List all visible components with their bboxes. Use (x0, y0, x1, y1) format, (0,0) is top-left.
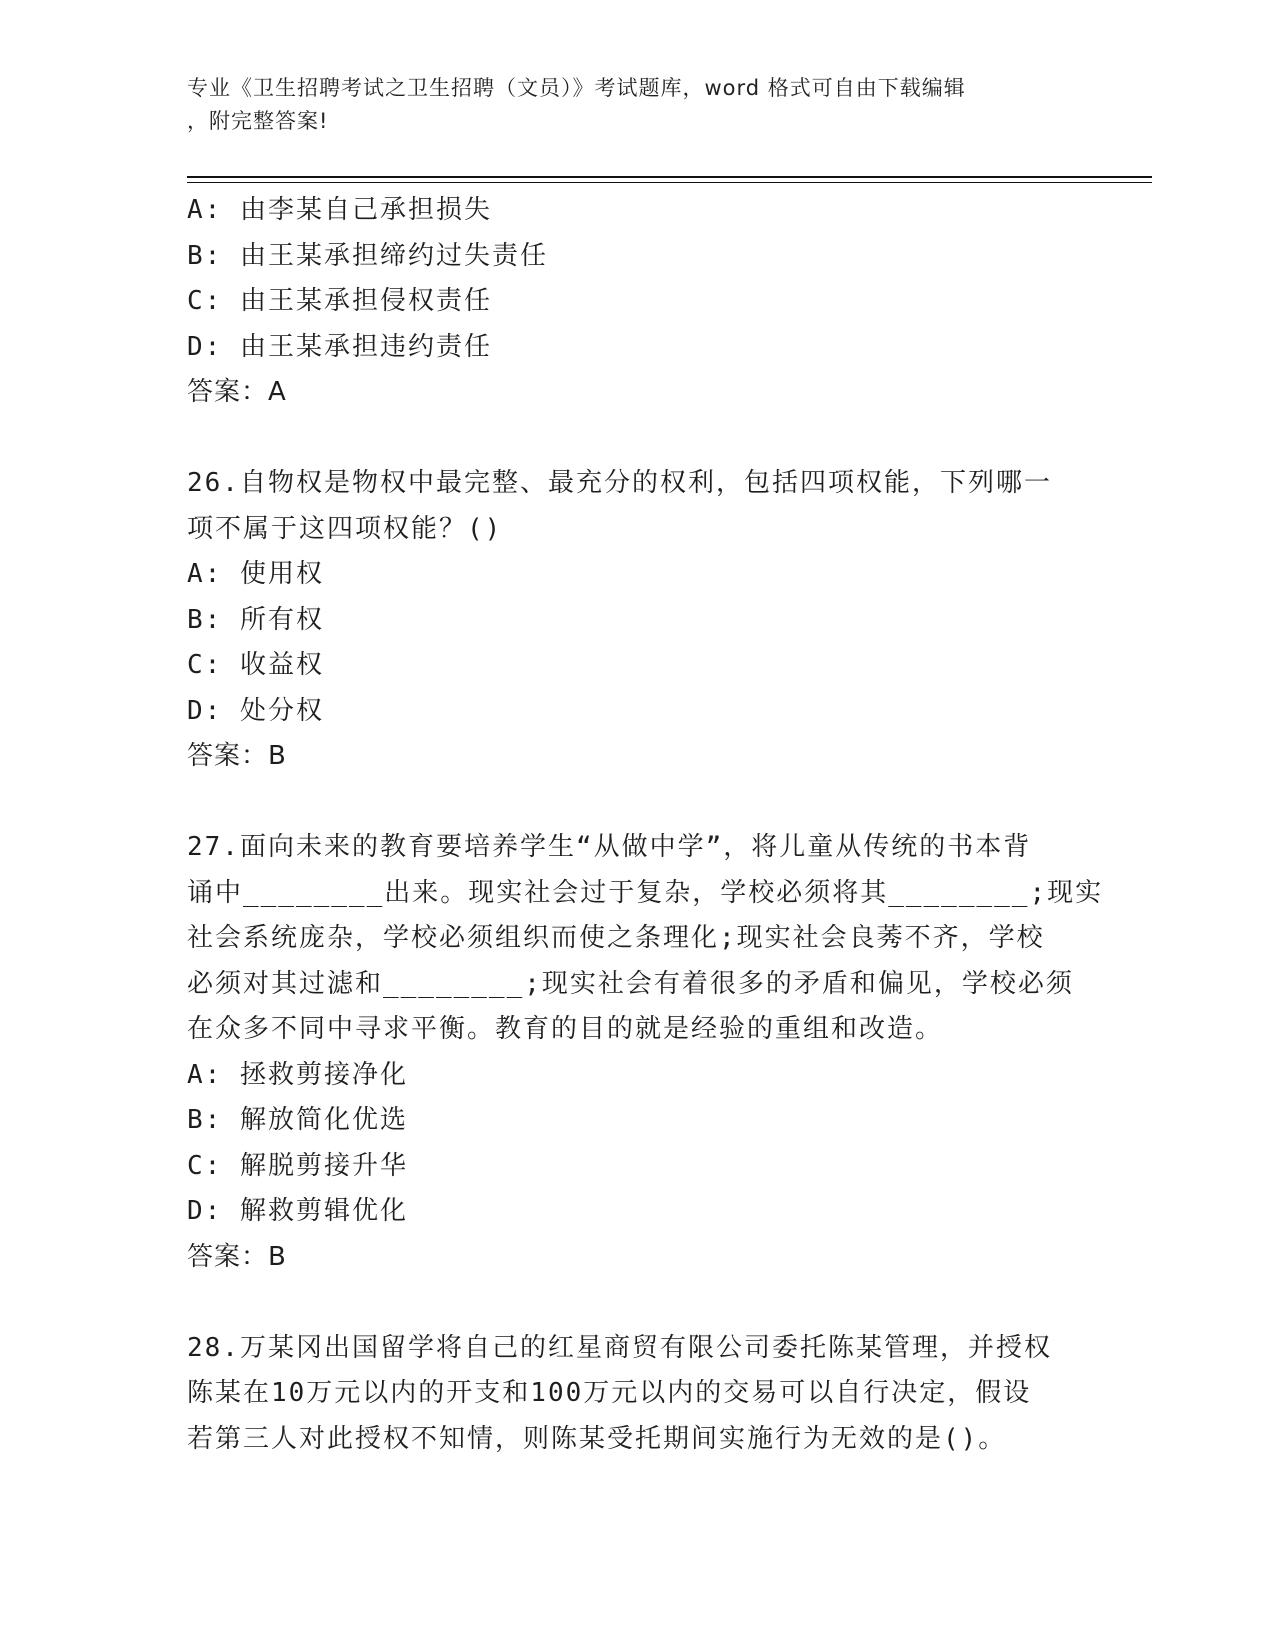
option-c: C: 收益权 (187, 650, 324, 680)
document-header (187, 72, 1067, 138)
header-line-2: ，附完整答案! (187, 109, 329, 133)
question-stem-line: 27.面向未来的教育要培养学生“从做中学”，将儿童从传统的书本背 (187, 832, 1032, 862)
option-d: D: 由王某承担违约责任 (187, 331, 492, 362)
option-b: B: 所有权 (187, 604, 324, 635)
question-stem-line: 诵中________出来。现实社会过于复杂，学校必须将其________;现实 (187, 877, 1104, 908)
question-stem-line: 必须对其过滤和________;现实社会有着很多的矛盾和偏见，学校必须 (187, 968, 1074, 999)
option-b: B: 由王某承担缔约过失责任 (187, 240, 548, 271)
question-27 (187, 825, 1104, 1280)
option-a: A: 使用权 (187, 559, 324, 589)
question-26 (187, 461, 1077, 780)
spacer (187, 416, 1077, 462)
question-25 (187, 188, 1077, 416)
option-a: A: 由李某自己承担损失 (187, 195, 492, 225)
question-stem-line: 在众多不同中寻求平衡。教育的目的就是经验的重组和改造。 (187, 1014, 944, 1044)
answer-line: 答案：B (187, 1241, 287, 1272)
answer-line: 答案：A (187, 377, 287, 407)
question-28 (187, 1326, 1077, 1463)
spacer (187, 1280, 1077, 1326)
exam-content (187, 188, 1104, 1462)
question-stem-line: 26.自物权是物权中最完整、最充分的权利，包括四项权能，下列哪一 (187, 468, 1052, 498)
question-stem-line: 项不属于这四项权能？() (187, 513, 503, 544)
question-stem-line: 陈某在10万元以内的开支和100万元以内的交易可以自行决定，假设 (187, 1378, 1032, 1408)
option-c: C: 由王某承担侵权责任 (187, 286, 492, 316)
header-divider-thick (187, 176, 1152, 178)
header-line-1: 专业《卫生招聘考试之卫生招聘（文员）》考试题库，word 格式可自由下载编辑 (187, 76, 966, 100)
header-divider-thin (187, 182, 1152, 183)
option-d: D: 处分权 (187, 695, 324, 726)
option-d: D: 解救剪辑优化 (187, 1196, 408, 1226)
question-stem-line: 28.万某冈出国留学将自己的红星商贸有限公司委托陈某管理，并授权 (187, 1332, 1052, 1363)
option-b: B: 解放简化优选 (187, 1105, 408, 1135)
answer-line: 答案：B (187, 741, 287, 771)
question-stem-line: 社会系统庞杂，学校必须组织而使之条理化;现实社会良莠不齐，学校 (187, 923, 1045, 953)
question-stem-line: 若第三人对此授权不知情，则陈某受托期间实施行为无效的是()。 (187, 1423, 1007, 1454)
spacer (187, 780, 1077, 826)
option-a: A: 拯救剪接净化 (187, 1059, 408, 1090)
option-c: C: 解脱剪接升华 (187, 1150, 408, 1181)
